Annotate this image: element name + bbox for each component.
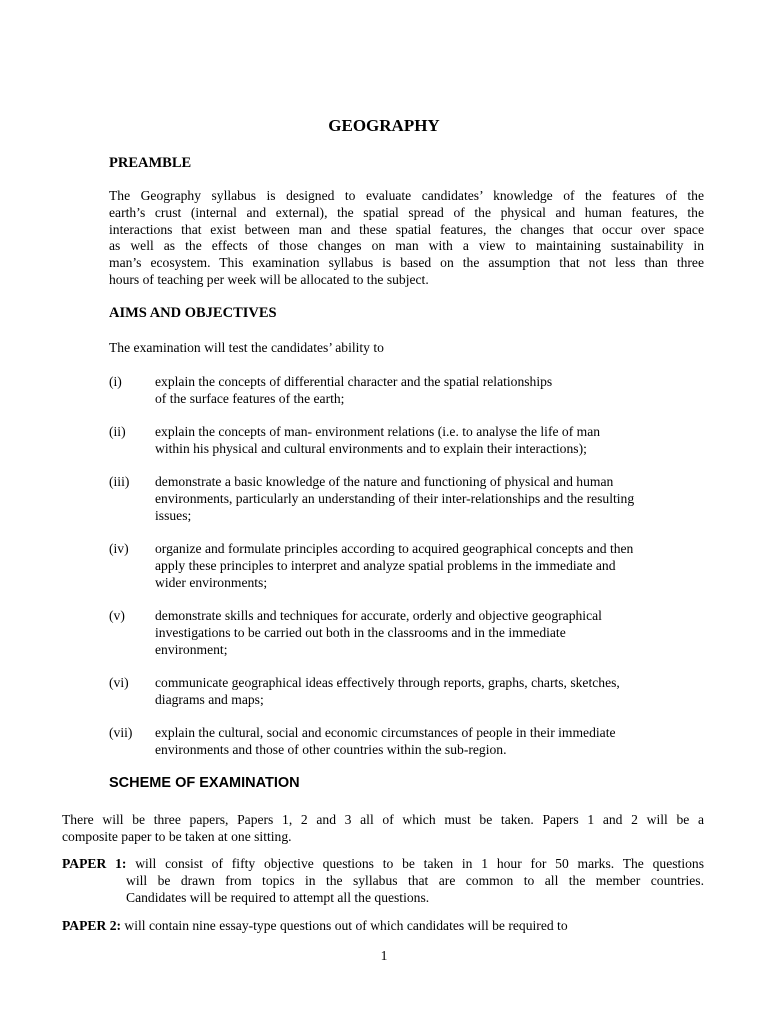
preamble-line: earth’s crust (internal and external), the spatial spread of the physical and human features, the [109, 204, 704, 220]
objective-line: explain the cultural, social and economic circumstances of people in their immediate [155, 725, 616, 740]
page-title: GEOGRAPHY [328, 116, 440, 135]
aims-heading: AIMS AND OBJECTIVES [109, 305, 277, 321]
objective-line: demonstrate a basic knowledge of the nature and functioning of physical and human [155, 474, 614, 489]
paper-1-label: PAPER 1: [62, 856, 127, 871]
objective-line: environments and those of other countries within the sub-region. [155, 741, 507, 757]
objective-line: explain the concepts of man- environment relations (i.e. to analyse the life of man [155, 424, 601, 439]
preamble-line: as well as the effects of those changes on man with a view to maintaining sustainability in [109, 238, 704, 254]
objective-line: environments, particularly an understanding of their inter-relationships and the resulting [155, 490, 635, 506]
objective-line: diagrams and maps; [155, 691, 264, 707]
objective-line: communicate geographical ideas effectively through reports, graphs, charts, sketches, [155, 675, 620, 690]
paper-1-text: will consist of fifty objective questions to be taken in 1 hour for 50 marks. The questions [126, 856, 704, 871]
paper-1-line: will be drawn from topics in the syllabus that are common to all the member countries. [126, 872, 704, 888]
preamble-line: man’s ecosystem. This examination syllabus is based on the assumption that not less than three [109, 255, 704, 271]
scheme-intro [62, 812, 704, 846]
paper-2-description [62, 918, 704, 935]
page-number: 1 [380, 948, 388, 963]
paper-1-line: Candidates will be required to attempt all the questions. [126, 889, 430, 905]
preamble-line: hours of teaching per week will be allocated to the subject. [109, 271, 429, 287]
paper-2-text: will contain nine essay-type questions out of which candidates will be required to [121, 918, 568, 933]
objective-line: apply these principles to interpret and analyze spatial problems in the immediate and [155, 557, 616, 573]
objective-number: (vii) [109, 725, 133, 740]
objective-line: demonstrate skills and techniques for accurate, orderly and objective geographical [155, 608, 602, 623]
objective-line: environment; [155, 641, 228, 657]
objective-line: explain the concepts of differential character and the spatial relationships [155, 374, 553, 389]
preamble-line: interactions that exist between man and these spatial features, the changes that occur over space [109, 221, 704, 237]
objective-line: wider environments; [155, 574, 268, 590]
objective-number: (v) [109, 608, 125, 623]
preamble-line: The Geography syllabus is designed to evaluate candidates’ knowledge of the features of the [109, 188, 704, 203]
objective-line: organize and formulate principles according to acquired geographical concepts and then [155, 541, 634, 556]
paper-2-label: PAPER 2: [62, 918, 122, 933]
objective-number: (iv) [109, 541, 129, 556]
objective-number: (iii) [109, 474, 130, 489]
scheme-intro-line: composite paper to be taken at one sitting. [62, 828, 292, 844]
preamble-paragraph [109, 188, 704, 289]
objective-number: (ii) [109, 424, 126, 439]
objective-line: of the surface features of the earth; [155, 390, 345, 406]
objective-number: (i) [109, 374, 122, 389]
scheme-heading: SCHEME OF EXAMINATION [109, 775, 300, 791]
objective-line: investigations to be carried out both in the classrooms and in the immediate [155, 624, 566, 640]
aims-intro: The examination will test the candidates’ ability to [109, 340, 384, 355]
paper-1-description [62, 856, 704, 906]
preamble-heading: PREAMBLE [109, 155, 192, 171]
objective-number: (vi) [109, 675, 129, 690]
objective-line: issues; [155, 507, 192, 523]
objective-line: within his physical and cultural environments and to explain their interactions); [155, 440, 587, 456]
scheme-intro-line: There will be three papers, Papers 1, 2 and 3 all of which must be taken. Papers 1 and 2 will be a [62, 812, 704, 827]
